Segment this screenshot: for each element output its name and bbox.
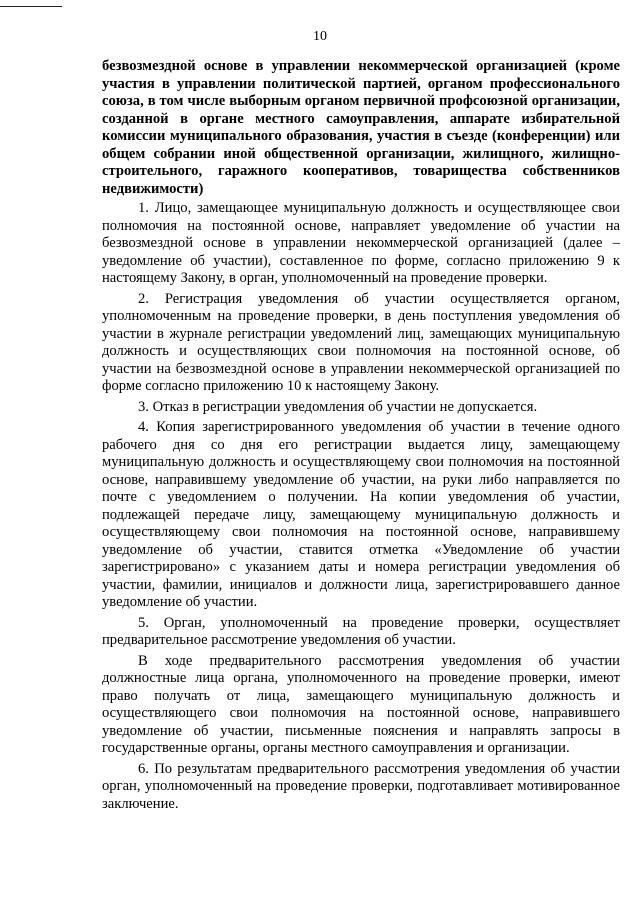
paragraph-1: 1. Лицо, замещающее муниципальную должность и осуществляющее свои полномочия на постоянной основе, направляет уведомление об участии на безвозмездной основе в управлении некоммерческой организацией (далее – уведомление об участии), составленное по форме, согласно приложению 9 к настоящему Закону, в орган, уполномоченный на проведение проверки.	[102, 200, 620, 286]
paragraph-4: 4. Копия зарегистрированного уведомления об участии в течение одного рабочего дня со дня его регистрации выдается лицу, замещающему муниципальную должность и осуществляющему свои полномочия на постоянной основе, направившему уведомление об участии, на руки либо направляется по почте с уведомлением о получении. На копии уведомления об участии, подлежащей передаче лицу, замещающему муниципальную должность и осуществляющему свои полномочия на постоянной основе, направившему уведомление об участии, ставится отметка «Уведомление об участии зарегистрировано» с указанием даты и номера регистрации уведомления об участии, фамилии, инициалов и должности лица, зарегистрировавшего данное уведомление об участии.	[102, 419, 620, 610]
corner-rule	[0, 6, 62, 7]
paragraph-6: 6. По результатам предварительного рассмотрения уведомления об участии орган, уполномоченный на проведение проверки, подготавливает мотивированное заключение.	[102, 760, 620, 812]
paragraph-2: 2. Регистрация уведомления об участии осуществляется органом, уполномоченным на проведение проверки, в день поступления уведомления об участии в журнале регистрации уведомлений лиц, замещающих муниципальную должность и осуществляющих свои полномочия на постоянной основе, об участии на безвозмездной основе в управлении некоммерческой организацией по форме согласно приложению 10 к настоящему Закону.	[102, 290, 620, 394]
paragraph-5: 5. Орган, уполномоченный на проведение проверки, осуществляет предварительное рассмотрение уведомления об участии.	[102, 614, 620, 648]
section-heading: безвозмездной основе в управлении некоммерческой организацией (кроме участия в управлении политической партией, органом профессионального союза, в том числе выборным органом первичной профсоюзной организации, созданной в органе местного самоуправления, аппарате избирательной комиссии муниципального образования, участия в съезде (конференции) или общем собрании иной общественной организации, жилищного, жилищно-строительного, гаражного кооперативов, товарищества собственников недвижимости)	[102, 58, 620, 197]
document-body	[102, 58, 620, 816]
page-number: 10	[313, 29, 327, 44]
paragraph-3: 3. Отказ в регистрации уведомления об участии не допускается.	[138, 398, 538, 415]
paragraph-5-continuation: В ходе предварительного рассмотрения уведомления об участии должностные лица органа, уполномоченного на проведение проверки, имеют право получать от лица, замещающего муниципальную должность и осуществляющего свои полномочия на постоянной основе, направившего уведомление об участии, письменные пояснения и направлять запросы в государственные органы, органы местного самоуправления и организации.	[102, 652, 620, 756]
